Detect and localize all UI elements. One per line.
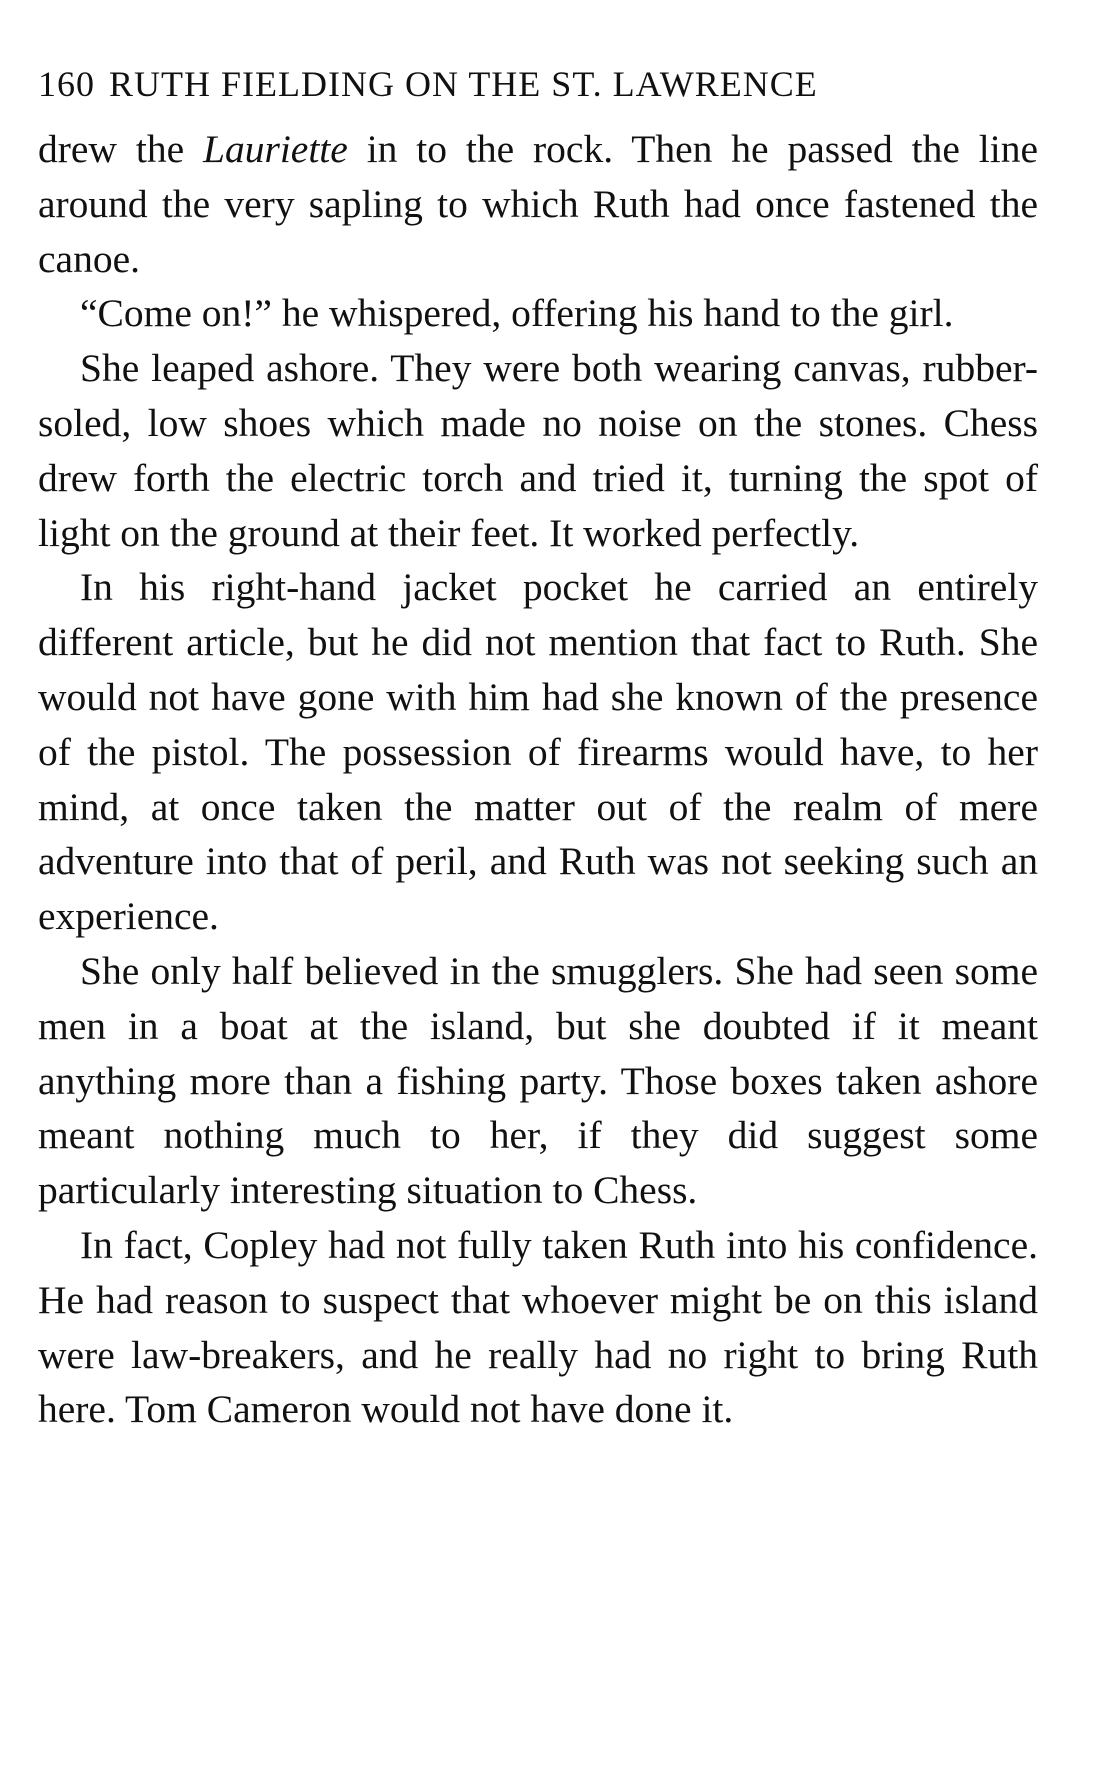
- paragraph-4: In his right-hand jacket pocket he carried an entirely different article, but he did not mention that fact to Ruth. She would not have gone with him had she known of the presence of the pistol. The possession of firearms would have, to her mind, at once taken the matter out of the realm of mere adventure into that of peril, and Ruth was not seeking such an experience.: [38, 565, 1038, 939]
- book-page: [38, 62, 1038, 1437]
- body-text: [38, 122, 1038, 1437]
- paragraph-5: She only half believed in the smugglers. She had seen some men in a boat at the island, but she doubted if it meant anything more than a fishing party. Those boxes taken ashore meant nothing much to her, if they did suggest some particularly interesting situation to Chess.: [38, 948, 1038, 1213]
- running-head: [38, 62, 1038, 122]
- paragraph-6: In fact, Copley had not fully taken Ruth into his confidence. He had reason to suspect that whoever might be on this island were law-breakers, and he really had no right to bring Ruth here. Tom Cameron would not have done it.: [38, 1222, 1038, 1432]
- paragraph-1: drew the Lauriette in to the rock. Then he passed the line around the very sapling to which Ruth had once fastened the canoe.: [38, 127, 1039, 281]
- paragraph-3: She leaped ashore. They were both wearing canvas, rubber-soled, low shoes which made no noise on the stones. Chess drew forth the electric torch and tried it, turning the spot of light on the ground at their feet. It worked perfectly.: [38, 346, 1038, 555]
- boat-name: Lauriette: [202, 127, 348, 171]
- paragraph-2: “Come on!” he whispered, offering his hand to the girl.: [80, 291, 954, 336]
- page-number: 160: [38, 64, 95, 104]
- running-title: RUTH FIELDING ON THE ST. LAWRENCE: [109, 64, 818, 104]
